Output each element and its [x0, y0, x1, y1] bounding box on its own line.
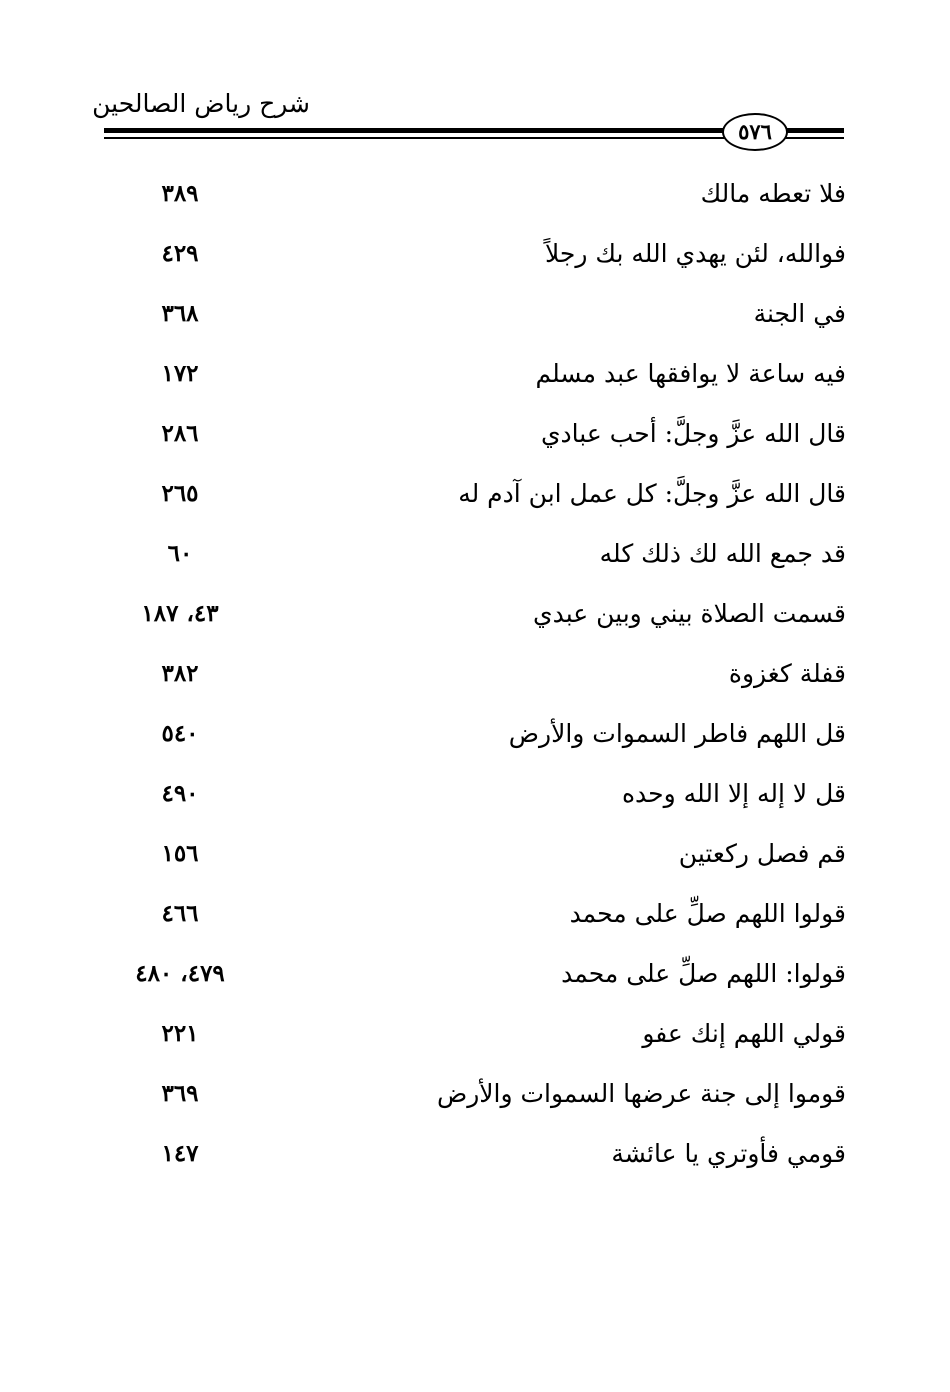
index-entry [0, 768, 950, 828]
entry-page-numbers: ١٥٦ [161, 840, 199, 867]
entry-page-numbers: ٣٦٩ [161, 1080, 199, 1107]
entry-text: قسمت الصلاة بيني وبين عبدي [533, 599, 846, 628]
entry-text: قل لا إله إلا الله وحده [621, 779, 846, 808]
entry-text: قومي فأوتري يا عائشة [611, 1139, 846, 1168]
entry-page-numbers: ٤٦٦ [161, 900, 199, 927]
entry-page-numbers: ٢٢١ [161, 1020, 199, 1047]
index-entry [0, 708, 950, 768]
entry-page-numbers: ٣٦٨ [161, 300, 199, 327]
index-entry [0, 528, 950, 588]
index-entry [0, 288, 950, 348]
entry-page-numbers: ٤٩٠ [161, 780, 199, 807]
index-entry [0, 1008, 950, 1068]
index-entry [0, 888, 950, 948]
index-entry [0, 1128, 950, 1188]
entry-text: فيه ساعة لا يوافقها عبد مسلم [535, 359, 846, 388]
entry-text: فلا تعطه مالك [700, 179, 846, 208]
entry-text: قولوا: اللهم صلِّ على محمد [561, 959, 846, 988]
entry-text: قل اللهم فاطر السموات والأرض [508, 719, 846, 748]
index-entry [0, 588, 950, 648]
index-entry [0, 648, 950, 708]
entry-text: قد جمع الله لك ذلك كله [599, 539, 846, 568]
entry-page-numbers: ٣٨٢ [161, 660, 199, 687]
entry-text: قوموا إلى جنة عرضها السموات والأرض [436, 1079, 846, 1108]
index-entries-list [0, 168, 950, 1188]
entry-page-numbers: ١٤٧ [161, 1140, 199, 1167]
index-entry [0, 348, 950, 408]
entry-text: قفلة كغزوة [728, 659, 846, 688]
running-header-title: شرح رياض الصالحين [92, 89, 310, 118]
entry-text: فوالله، لئن يهدي الله بك رجلاً [545, 239, 846, 268]
entry-page-numbers: ٤٢٩ [161, 240, 199, 267]
entry-page-numbers: ٥٤٠ [161, 720, 199, 747]
entry-text: قال الله عزَّ وجلَّ: كل عمل ابن آدم له [458, 479, 846, 508]
entry-page-numbers: ١٧٢ [161, 360, 199, 387]
entry-text: قولوا اللهم صلِّ على محمد [569, 899, 846, 928]
entry-page-numbers: ٤٣، ١٨٧ [141, 600, 219, 627]
index-entry [0, 828, 950, 888]
index-entry [0, 228, 950, 288]
entry-page-numbers: ٤٧٩، ٤٨٠ [135, 960, 225, 987]
entry-text: في الجنة [753, 299, 846, 328]
entry-text: قولي اللهم إنك عفو [642, 1019, 846, 1048]
index-entry [0, 408, 950, 468]
entry-page-numbers: ٢٦٥ [161, 480, 199, 507]
entry-page-numbers: ٦٠ [167, 540, 193, 567]
entry-page-numbers: ٢٨٦ [161, 420, 199, 447]
index-entry [0, 168, 950, 228]
index-entry [0, 468, 950, 528]
index-entry [0, 948, 950, 1008]
index-entry [0, 1068, 950, 1128]
entry-text: قم فصل ركعتين [678, 839, 846, 868]
entry-page-numbers: ٣٨٩ [161, 180, 199, 207]
page-number-badge: ٥٧٦ [722, 113, 788, 151]
entry-text: قال الله عزَّ وجلَّ: أحب عبادي [540, 419, 846, 448]
